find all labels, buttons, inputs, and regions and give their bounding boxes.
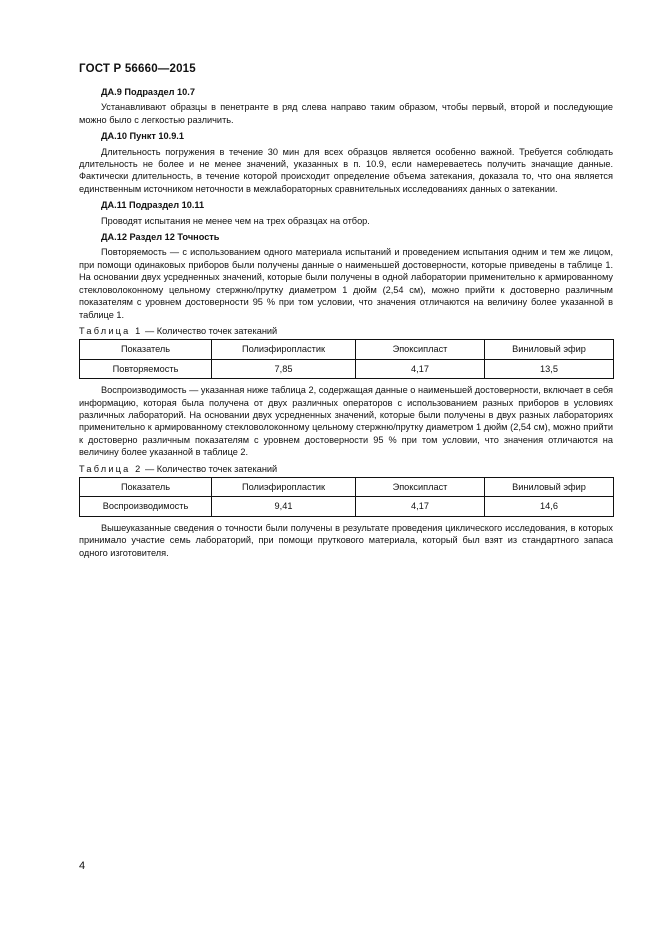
table2 (79, 477, 614, 517)
section-text-da9: Устанавливают образцы в пенетранте в ряд слева направо таким образом, чтобы первый, второй и последующие можно было с легкостью различить. (79, 102, 613, 125)
table-row (80, 359, 614, 378)
table1 (79, 339, 614, 379)
table-cell: Повторяемость (80, 359, 212, 378)
table-cell: 7,85 (212, 359, 356, 378)
table-cell: 4,17 (356, 359, 485, 378)
table-cell: Воспроизводимость (80, 497, 212, 516)
table-cell: 9,41 (212, 497, 356, 516)
section-text-da10: Длительность погружения в течение 30 мин для всех образцов является особенно важной. Требуется соблюдать длительность не более и не менее значений, указанных в п. 10.9, если намереваетесь получить значащие данные. Фактически длительность, в течение которой происходит определение объема затекания, доказала то, что она является единственным источником неточности в межлабораторных сравнительных исследованиях данных о затекании. (79, 146, 613, 194)
table-header-cell: Эпоксипласт (356, 477, 485, 496)
table-row (80, 497, 614, 516)
section-heading-da9: ДА.9 Подраздел 10.7 (101, 87, 195, 97)
table-header-row (80, 340, 614, 359)
closing-text: Вышеуказанные сведения о точности были получены в результате проведения циклического исследования, в которых принимало участие семь лабораторий, при помощи пруткового материала, который был взят из стандартного запаса одного изготовителя. (79, 522, 613, 558)
table2-caption-prefix: Таблица 2 (79, 463, 143, 474)
table-header-cell: Показатель (80, 477, 212, 496)
document-body (79, 86, 613, 563)
table-header-cell: Виниловый эфир (485, 340, 614, 359)
table1-caption (79, 325, 613, 337)
reproducibility-text: Воспроизводимость — указанная ниже таблица 2, содержащая данные о наименьшей достоверности, включает в себя информацию, которая была получена от двух различных операторов с использованием разных приборов в условиях различных лабораторий. На основании двух усредненных значений, которые были получены в двух разных лабораториях применительно к армированному стекловолоконному цельному стержню/прутку диаметром 1 дюйм (2,54 см), можно прийти к достоверно различным показателям с уровнем достоверности 95 % при том условии, что значения отличаются на величину более указанной в таблице 2. (79, 385, 613, 458)
table-header-cell: Виниловый эфир (485, 477, 614, 496)
table-header-row (80, 477, 614, 496)
table-header-cell: Полиэфиропластик (212, 340, 356, 359)
table1-caption-prefix: Таблица 1 (79, 325, 143, 336)
section-text-da12: Повторяемость — с использованием одного материала испытаний и проведением испытания одним и тем же лицом, при помощи одинаковых приборов были получены данные о наименьшей достоверности, которые приведены в таблице 1. На основании двух усредненных значений, которые были получены в одной лаборатории применительно к армированному стекловолоконному цельному стержню/прутку диаметром 1 дюйм (2,54 см), можно прийти к достоверно различным показателям с уровнем достоверности 95 % при том условии, что значения отличаются на величину более указанной в таблице 1. (79, 247, 613, 320)
table-cell: 14,6 (485, 497, 614, 516)
table1-caption-title: — Количество точек затеканий (142, 325, 278, 336)
section-heading-da11: ДА.11 Подраздел 10.11 (101, 200, 205, 211)
table-cell: 13,5 (485, 359, 614, 378)
page-number: 4 (79, 860, 86, 872)
table2-caption (79, 463, 613, 475)
section-heading-da10: ДА.10 Пункт 10.9.1 (101, 131, 184, 142)
section-text-da11: Проводят испытания не менее чем на трех образцах на отбор. (101, 215, 370, 226)
table-header-cell: Эпоксипласт (356, 340, 485, 359)
table-header-cell: Полиэфиропластик (212, 477, 356, 496)
table-cell: 4,17 (356, 497, 485, 516)
document-header: ГОСТ Р 56660—2015 (79, 63, 196, 75)
section-heading-da12: ДА.12 Раздел 12 Точность (101, 232, 220, 243)
table-header-cell: Показатель (80, 340, 212, 359)
table2-caption-title: — Количество точек затеканий (142, 463, 278, 474)
